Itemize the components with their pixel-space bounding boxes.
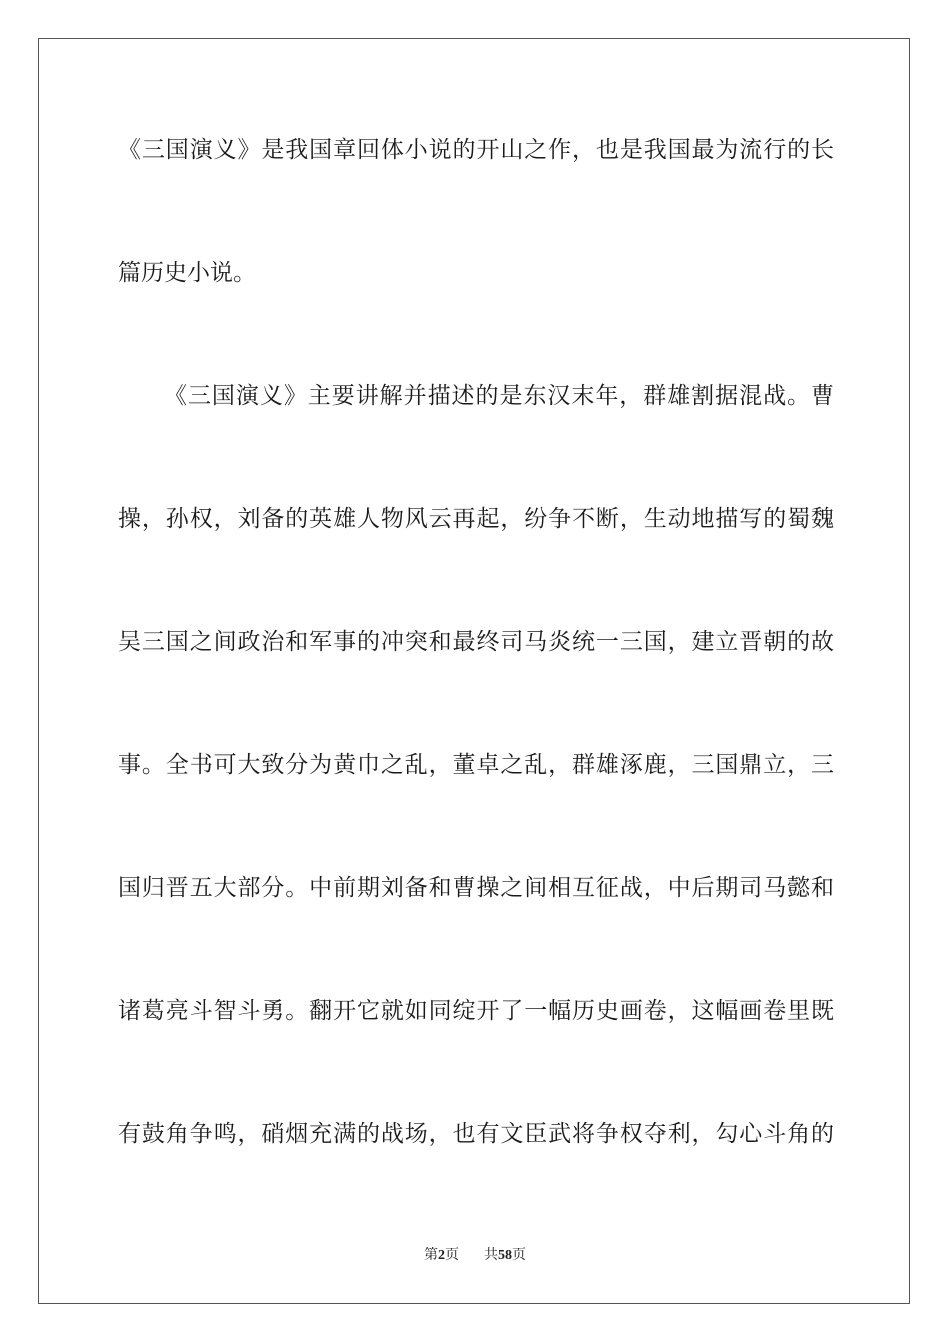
total-pages: 58 [497, 1248, 512, 1263]
page-number: 2 [438, 1248, 446, 1263]
page-suffix: 页 [445, 1247, 460, 1263]
page-prefix: 第 [424, 1247, 439, 1263]
text-line-3: 《三国演义》主要讲解并描述的是东汉末年，群雄割据混战。曹 [164, 383, 834, 409]
page-indicator [424, 1244, 459, 1264]
text-line-9: 有鼓角争鸣，硝烟充满的战场，也有文臣武将争权夺利，勾心斗角的 [118, 1121, 834, 1147]
text-line-6: 事。全书可大致分为黄巾之乱，董卓之乱，群雄涿鹿，三国鼎立，三 [118, 752, 834, 778]
text-line-5: 吴三国之间政治和军事的冲突和最终司马炎统一三国，建立晋朝的故 [118, 629, 834, 655]
text-line-2: 篇历史小说。 [118, 260, 256, 286]
page-footer [0, 1244, 950, 1264]
text-line-8: 诸葛亮斗智斗勇。翻开它就如同绽开了一幅历史画卷，这幅画卷里既 [118, 998, 834, 1024]
text-line-1: 《三国演义》是我国章回体小说的开山之作，也是我国最为流行的长 [118, 137, 834, 163]
total-prefix: 共 [483, 1247, 498, 1263]
text-line-7: 国归晋五大部分。中前期刘备和曹操之间相互征战，中后期司马懿和 [118, 875, 834, 901]
total-suffix: 页 [511, 1247, 526, 1263]
text-line-4: 操，孙权，刘备的英雄人物风云再起，纷争不断，生动地描写的蜀魏 [118, 506, 834, 532]
document-body [118, 130, 834, 1237]
total-indicator [484, 1244, 526, 1264]
